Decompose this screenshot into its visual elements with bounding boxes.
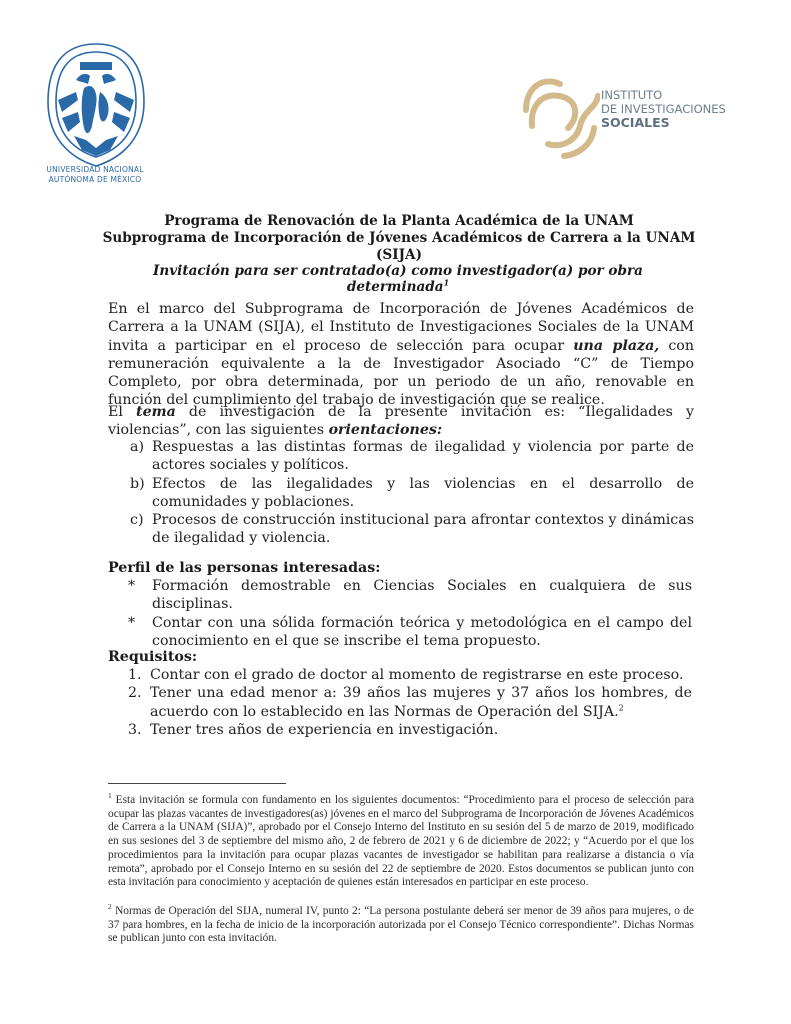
list-item-text: Procesos de construcción institucional para afrontar contextos y dinámicas de ilegalidad y violencia. (152, 512, 694, 547)
unam-caption (36, 165, 154, 185)
list-marker: 3. (128, 721, 142, 738)
list-marker: b) (130, 475, 145, 492)
footnote-1 (108, 791, 694, 890)
footnote-ref-1: 1 (443, 277, 450, 288)
topic-emphasis-tema: tema (136, 404, 176, 420)
iis-logo-mark (520, 70, 600, 160)
intro-text-after: con remuneración equivalente a la de Investigador Asociado “C” de Tiempo Completo, por obra determinada, por un periodo de un año, renovable en función del cumplimiento del trabajo de investigación que se realice. (108, 337, 694, 409)
subprogram-title: Subprograma de Incorporación de Jóvenes Académicos de Carrera a la UNAM (SIJA) (102, 230, 696, 263)
perfil-list (128, 577, 692, 650)
perfil-heading: Perfil de las personas interesadas: (108, 560, 381, 576)
iis-line3: SOCIALES (601, 115, 670, 130)
footnote-divider (108, 783, 286, 784)
list-item (128, 577, 692, 614)
intro-text-before: En el marco del Subprograma de Incorporación de Jóvenes Académicos de Carrera a la UNAM (SIJA), el Instituto de Investigaciones Sociales de la UNAM invita a participar en el proceso de selección para ocupar (108, 301, 694, 354)
list-item-text: Contar con el grado de doctor al momento de registrarse en este proceso. (150, 667, 684, 683)
list-item-text: Efectos de las ilegalidades y las violencias en el desarrollo de comunidades y poblaciones. (152, 475, 694, 510)
list-item (128, 666, 692, 684)
iis-line1: INSTITUTO (601, 88, 663, 102)
list-item-text: Tener una edad menor a: 39 años las mujeres y 37 años los hombres, de acuerdo con lo establecido en las Normas de Operación del SIJA. (150, 685, 692, 720)
topic-text-2: de investigación de la presente invitación es: “Ilegalidades y violencias”, con las siguientes (108, 404, 695, 439)
footnote-text: Normas de Operación del SIJA, numeral IV, punto 2: “La persona postulante deberá ser menor de 39 años para mujeres, o de 37 para hombres, en la fecha de inicio de la incorporación autorizada por el Consejo Técnico correspondiente”. Dichas Normas se publican junto con esta invitación. (108, 905, 694, 945)
list-item-text: Formación demostrable en Ciencias Sociales en cualquiera de sus disciplinas. (152, 578, 692, 613)
footnote-number: 1 (108, 791, 112, 801)
bullet-marker: * (128, 578, 136, 594)
footnote-ref-2: 2 (618, 702, 624, 712)
invitation-title (108, 263, 688, 295)
bullet-marker: * (128, 614, 136, 631)
list-item-text: Contar con una sólida formación teórica y metodológica en el campo del conocimiento en el que se inscribe el tema propuesto. (152, 614, 692, 649)
requisitos-heading: Requisitos: (108, 649, 198, 665)
list-item (130, 438, 694, 475)
list-marker: 2. (128, 685, 142, 702)
list-marker: 1. (128, 667, 142, 683)
unam-caption-line1: UNIVERSIDAD NACIONAL (46, 165, 144, 174)
intro-paragraph (108, 300, 694, 410)
footnote-2 (108, 902, 694, 946)
intro-emphasis: una plaza, (573, 337, 660, 354)
iis-logo-text (601, 88, 726, 130)
list-marker: a) (130, 439, 144, 455)
unam-caption-line2: AUTÓNOMA DE MÉXICO (48, 175, 142, 184)
program-title: Programa de Renovación de la Planta Académica de la UNAM (164, 213, 634, 229)
list-item (128, 684, 692, 721)
topic-text-1: El (108, 404, 137, 420)
list-item (128, 721, 692, 739)
topic-emphasis-orientaciones: orientaciones: (328, 422, 443, 439)
list-item-text: Respuestas a las distintas formas de ilegalidad y violencia por parte de actores sociales y políticos. (152, 439, 694, 474)
list-item (128, 614, 692, 651)
requisitos-list (128, 666, 692, 739)
list-marker: c) (130, 512, 144, 529)
invitation-title-text: Invitación para ser contratado(a) como investigador(a) por obra determinada (153, 263, 643, 295)
footnote-text: Esta invitación se formula con fundamento en los siguientes documentos: “Procedimiento para el proceso de selección para ocupar las plazas vacantes de investigadores(as) jóvenes en el marco del Subprograma de Incorporación de Jóvenes Académicos de Carrera a la UNAM (SIJA)”, aprobado por el Consejo Interno del Instituto en su sesión del 5 de marzo de 2019, modificado en sus sesiones del 3 de septiembre del mismo año, 2 de febrero de 2021 y 6 de diciembre de 2022; y “Acuerdo por el que los procedimientos para la invitación para ocupar plazas vacantes de investigador se habilitan para realizarse a distancia o vía remota”, aprobado por el Consejo Interno en su sesión del 22 de septiembre de 2020. Estos documentos se publican junto con esta invitación para conocimiento y aceptación de quienes están interesados en participar en este proceso. (108, 794, 694, 889)
list-item (130, 511, 694, 548)
orientaciones-list (130, 438, 694, 548)
list-item (130, 475, 694, 512)
list-item-text: Tener tres años de experiencia en investigación. (150, 721, 499, 738)
unam-seal-logo (40, 40, 152, 170)
footnote-number: 2 (108, 902, 112, 912)
iis-line2: DE INVESTIGACIONES (601, 102, 726, 116)
topic-paragraph (108, 403, 694, 440)
